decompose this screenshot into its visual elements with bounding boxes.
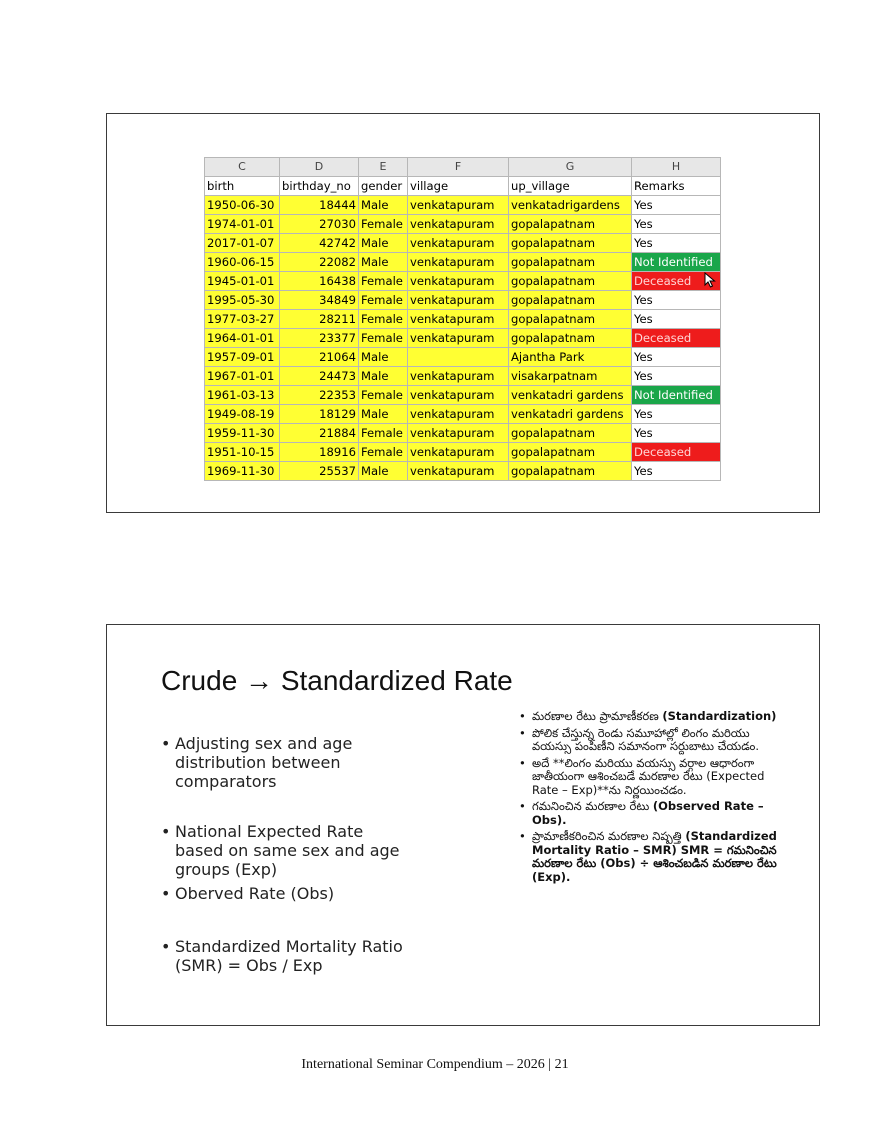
table-row: [205, 291, 721, 310]
table-cell[interactable]: 1964-01-01: [205, 329, 280, 348]
table-cell[interactable]: venkatapuram: [408, 196, 509, 215]
table-cell[interactable]: 2017-01-07: [205, 234, 280, 253]
table-cell[interactable]: venkatapuram: [408, 386, 509, 405]
bullet-bold-text: (Standardized Mortality Ratio – SMR) SMR = గమనించిన మరణాల రేటు (Obs) ÷ ఆశించబడిన మరణాల రేటు (Exp).: [532, 829, 777, 884]
table-cell[interactable]: Female: [359, 329, 408, 348]
spreadsheet-slide: [106, 113, 820, 513]
table-cell[interactable]: venkatapuram: [408, 234, 509, 253]
table-cell[interactable]: [408, 348, 509, 367]
table-cell[interactable]: venkatapuram: [408, 272, 509, 291]
table-cell[interactable]: Female: [359, 291, 408, 310]
table-cell[interactable]: venkatadri gardens: [509, 405, 632, 424]
bullet-dot: •: [161, 884, 171, 903]
bullet-dot: •: [519, 829, 526, 843]
table-cell[interactable]: gopalapatnam: [509, 310, 632, 329]
table-cell[interactable]: 1945-01-01: [205, 272, 280, 291]
table-cell[interactable]: 22082: [280, 253, 359, 272]
bullet-dot: •: [519, 709, 526, 723]
table-cell[interactable]: 1949-08-19: [205, 405, 280, 424]
table-row: [205, 272, 721, 291]
table-cell[interactable]: 1950-06-30: [205, 196, 280, 215]
table-row: [205, 253, 721, 272]
column-letter[interactable]: H: [632, 158, 721, 177]
remarks-cell[interactable]: Yes: [632, 405, 721, 424]
bullet-text: గమనించిన మరణాల రేటు: [532, 799, 650, 813]
remarks-cell[interactable]: Yes: [632, 462, 721, 481]
telugu-bullet: [519, 799, 777, 827]
table-cell[interactable]: 21884: [280, 424, 359, 443]
bullet-dot: •: [519, 799, 526, 813]
table-cell[interactable]: gopalapatnam: [509, 215, 632, 234]
remarks-cell[interactable]: Yes: [632, 291, 721, 310]
bullet-text: Oberved Rate (Obs): [175, 884, 335, 903]
column-letter[interactable]: E: [359, 158, 408, 177]
table-cell[interactable]: Male: [359, 348, 408, 367]
mouse-pointer-icon: [704, 272, 716, 288]
table-row: [205, 405, 721, 424]
table-cell[interactable]: 1959-11-30: [205, 424, 280, 443]
telugu-bullet: [519, 829, 777, 884]
bullet-dot: •: [519, 725, 526, 740]
table-cell[interactable]: venkatapuram: [408, 424, 509, 443]
table-row: [205, 329, 721, 348]
table-cell[interactable]: 1951-10-15: [205, 443, 280, 462]
header-cell[interactable]: gender: [359, 177, 408, 196]
table-cell[interactable]: 1969-11-30: [205, 462, 280, 481]
table-cell[interactable]: gopalapatnam: [509, 234, 632, 253]
header-cell[interactable]: up_village: [509, 177, 632, 196]
column-letter[interactable]: D: [280, 158, 359, 177]
table-cell[interactable]: 28211: [280, 310, 359, 329]
table-cell[interactable]: gopalapatnam: [509, 462, 632, 481]
table-row: [205, 234, 721, 253]
table-cell[interactable]: 27030: [280, 215, 359, 234]
table-cell[interactable]: Female: [359, 443, 408, 462]
bullet-text: Adjusting sex and age distribution between comparators: [175, 734, 353, 791]
column-letter[interactable]: G: [509, 158, 632, 177]
table-cell[interactable]: Male: [359, 367, 408, 386]
table-cell[interactable]: 1995-05-30: [205, 291, 280, 310]
remarks-cell[interactable]: Yes: [632, 348, 721, 367]
column-letter[interactable]: C: [205, 158, 280, 177]
table-cell[interactable]: Female: [359, 310, 408, 329]
table-cell[interactable]: venkatadri gardens: [509, 386, 632, 405]
table-cell[interactable]: gopalapatnam: [509, 291, 632, 310]
english-bullet: [161, 822, 415, 879]
bullet-bold-text: (Standardization): [662, 709, 777, 723]
page-footer: International Seminar Compendium – 2026 | 21: [301, 1057, 569, 1072]
remarks-cell[interactable]: Yes: [632, 196, 721, 215]
remarks-cell[interactable]: Yes: [632, 424, 721, 443]
table-cell[interactable]: 16438: [280, 272, 359, 291]
table-cell[interactable]: venkatapuram: [408, 443, 509, 462]
english-bullet: [161, 937, 425, 975]
bullet-text: అదే **లింగం మరియు వయస్సు వర్గాల ఆధారంగా జాతీయంగా ఆశించబడే మరణాల రేటు (Expected Rate – Exp)**ను నిర్ణయించడం.: [532, 755, 765, 797]
table-cell[interactable]: gopalapatnam: [509, 443, 632, 462]
table-cell[interactable]: 1960-06-15: [205, 253, 280, 272]
table-cell[interactable]: 1961-03-13: [205, 386, 280, 405]
table-cell[interactable]: visakarpatnam: [509, 367, 632, 386]
bullet-text: ప్రామాణీకరించిన మరణాల నిష్పత్తి: [532, 829, 682, 843]
table-cell[interactable]: Female: [359, 215, 408, 234]
standardized-rate-slide: [106, 624, 820, 1026]
bullet-dot: •: [161, 822, 171, 841]
table-cell[interactable]: venkatapuram: [408, 215, 509, 234]
table-cell[interactable]: 1957-09-01: [205, 348, 280, 367]
bullet-text: National Expected Rate based on same sex and age groups (Exp): [175, 822, 400, 879]
table-cell[interactable]: gopalapatnam: [509, 329, 632, 348]
table-cell[interactable]: 34849: [280, 291, 359, 310]
table-cell[interactable]: Male: [359, 405, 408, 424]
table-cell[interactable]: 1977-03-27: [205, 310, 280, 329]
bullet-text: మరణాల రేటు ప్రామాణీకరణ: [532, 709, 659, 723]
remarks-cell[interactable]: Not Identified: [632, 386, 721, 405]
table-cell[interactable]: Male: [359, 234, 408, 253]
table-row: [205, 367, 721, 386]
header-cell[interactable]: birth: [205, 177, 280, 196]
english-bullet: [161, 884, 415, 903]
table-cell[interactable]: Female: [359, 424, 408, 443]
remarks-cell[interactable]: Deceased: [632, 272, 721, 291]
table-cell[interactable]: gopalapatnam: [509, 253, 632, 272]
table-cell[interactable]: Female: [359, 272, 408, 291]
table-cell[interactable]: venkatadrigardens: [509, 196, 632, 215]
telugu-bullet: [519, 725, 777, 754]
bullet-dot: •: [161, 734, 171, 753]
header-row: [205, 177, 721, 196]
table-cell[interactable]: 1974-01-01: [205, 215, 280, 234]
table-cell[interactable]: gopalapatnam: [509, 424, 632, 443]
telugu-bullet-list: [519, 709, 777, 887]
table-cell[interactable]: venkatapuram: [408, 253, 509, 272]
remarks-cell[interactable]: Yes: [632, 310, 721, 329]
remarks-cell[interactable]: Yes: [632, 234, 721, 253]
table-cell[interactable]: gopalapatnam: [509, 272, 632, 291]
table-cell[interactable]: 18129: [280, 405, 359, 424]
table-cell[interactable]: 1967-01-01: [205, 367, 280, 386]
table-row: [205, 424, 721, 443]
table-cell[interactable]: venkatapuram: [408, 405, 509, 424]
remarks-cell[interactable]: Not Identified: [632, 253, 721, 272]
table-row: [205, 462, 721, 481]
table-cell[interactable]: venkatapuram: [408, 291, 509, 310]
table-cell[interactable]: venkatapuram: [408, 367, 509, 386]
table-cell[interactable]: 42742: [280, 234, 359, 253]
header-cell[interactable]: birthday_no: [280, 177, 359, 196]
header-cell[interactable]: Remarks: [632, 177, 721, 196]
spreadsheet-table: [204, 157, 721, 481]
remarks-cell[interactable]: Yes: [632, 367, 721, 386]
table-row: [205, 310, 721, 329]
table-row: [205, 386, 721, 405]
table-cell[interactable]: 24473: [280, 367, 359, 386]
remarks-cell[interactable]: Yes: [632, 215, 721, 234]
bullet-dot: •: [519, 755, 526, 770]
bullet-dot: •: [161, 937, 171, 956]
table-cell[interactable]: Male: [359, 253, 408, 272]
table-row: [205, 196, 721, 215]
remarks-cell[interactable]: Deceased: [632, 329, 721, 348]
column-letter[interactable]: F: [408, 158, 509, 177]
header-cell[interactable]: village: [408, 177, 509, 196]
table-row: [205, 348, 721, 367]
telugu-bullet: [519, 755, 777, 798]
remarks-cell[interactable]: Deceased: [632, 443, 721, 462]
table-cell[interactable]: venkatapuram: [408, 329, 509, 348]
table-cell[interactable]: 22353: [280, 386, 359, 405]
table-cell[interactable]: 18444: [280, 196, 359, 215]
table-cell[interactable]: 21064: [280, 348, 359, 367]
table-cell[interactable]: Male: [359, 196, 408, 215]
bullet-text: Standardized Mortality Ratio (SMR) = Obs / Exp: [175, 937, 403, 975]
table-cell[interactable]: 18916: [280, 443, 359, 462]
table-cell[interactable]: venkatapuram: [408, 310, 509, 329]
table-row: [205, 443, 721, 462]
slide-title: Crude → Standardized Rate: [161, 665, 513, 696]
telugu-bullet: [519, 709, 777, 724]
table-cell[interactable]: Male: [359, 462, 408, 481]
table-cell[interactable]: Female: [359, 386, 408, 405]
bullet-bold-text: (Observed Rate – Obs).: [532, 799, 764, 827]
column-letter-row: [205, 158, 721, 177]
english-bullet: [161, 734, 405, 791]
table-cell[interactable]: 23377: [280, 329, 359, 348]
bullet-text: పోలిక చేస్తున్న రెండు సమూహాల్లో లింగం మరియు వయస్సు పంపిణీని సమానంగా సర్దుబాటు చేయడం.: [532, 725, 760, 753]
table-cell[interactable]: Ajantha Park: [509, 348, 632, 367]
table-row: [205, 215, 721, 234]
table-cell[interactable]: venkatapuram: [408, 462, 509, 481]
table-cell[interactable]: 25537: [280, 462, 359, 481]
